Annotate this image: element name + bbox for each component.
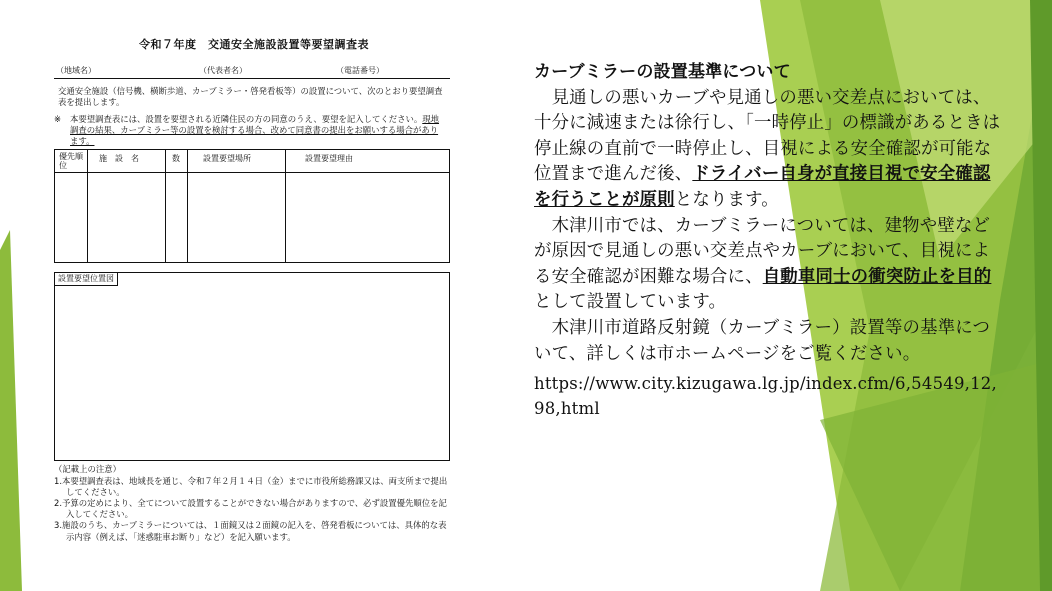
note-underlined: 現地調査の結果、カーブミラー等の設置を検討する場合、改めて同意書の提出をお願いする場合があります。	[70, 114, 440, 147]
col-priority: 優先順位	[59, 152, 83, 170]
explanation-text	[534, 60, 1004, 421]
col-reason: 設置要望理由	[305, 154, 353, 163]
phone-field: （電話番号）	[336, 66, 384, 75]
notes-title: （記載上の注意）	[54, 464, 121, 474]
section-heading: カーブミラーの設置基準について	[534, 62, 791, 82]
col-count: 数	[172, 154, 180, 163]
note-item: 3.施設のうち、カーブミラーについては、１面鏡又は２面鏡の記入を、啓発看板については、具体的な表示内容（例えば、「迷惑駐車お断り」など）を記入願います。	[54, 520, 447, 542]
form-title: 令和７年度 交通安全施設設置等要望調査表	[139, 38, 369, 51]
note-mark: ※	[54, 114, 62, 124]
request-form-image	[48, 36, 460, 546]
form-note	[54, 114, 446, 147]
representative-field: （代表者名）	[199, 66, 247, 75]
paragraph-1: 見通しの悪いカーブや見通しの悪い交差点においては、十分に減速または徐行し、「一時停止」の標識があるときは停止線の直前で一時停止し、目視による安全確認が可能な位置まで進んだ後、ドライバー自身が直接目視で安全確認を行うことが原則となります。	[534, 87, 1001, 210]
homepage-url: https://www.city.kizugawa.lg.jp/index.cfm/6,54549,12,98,html	[534, 374, 997, 419]
note-item: 1.本要望調査表は、地域長を通じ、令和７年２月１４日（金）までに市役所総務課又は、両支所まで提出してください。	[54, 476, 448, 498]
col-facility: 施 設 名	[99, 154, 139, 163]
form-intro: 交通安全施設（信号機、横断歩道、カーブミラー・啓発看板等）の設置について、次のとおり要望調査表を提出します。	[58, 86, 443, 108]
col-location: 設置要望場所	[203, 154, 251, 163]
form-notes	[54, 464, 450, 543]
emphasis-principle: ドライバー自身が直接目視で安全確認を行うことが原則	[534, 164, 991, 210]
paragraph-2: 木津川市では、カーブミラーについては、建物や壁などが原因で見通しの悪い交差点やカーブにおいて、目視による安全確認が困難な場合に、自動車同士の衝突防止を目的として設置しています。	[534, 215, 992, 313]
form-header-fields	[54, 66, 450, 79]
location-map-box	[54, 272, 450, 461]
note-text: 本要望調査表には、設置を要望される近隣住民の方の同意のうえ、要望を記入してください。	[70, 114, 423, 124]
paragraph-3: 木津川市道路反射鏡（カーブミラー）設置等の基準について、詳しくは市ホームページをご覧ください。	[534, 317, 991, 364]
area-name-field: （地域名）	[56, 66, 96, 75]
request-table	[54, 149, 450, 263]
map-label: 設置要望位置図	[55, 273, 118, 286]
emphasis-purpose: 自動車同士の衝突防止を目的	[762, 266, 992, 287]
note-item: 2.予算の定めにより、全てについて設置することができない場合がありますので、必ず設置優先順位を記入してください。	[54, 498, 447, 520]
